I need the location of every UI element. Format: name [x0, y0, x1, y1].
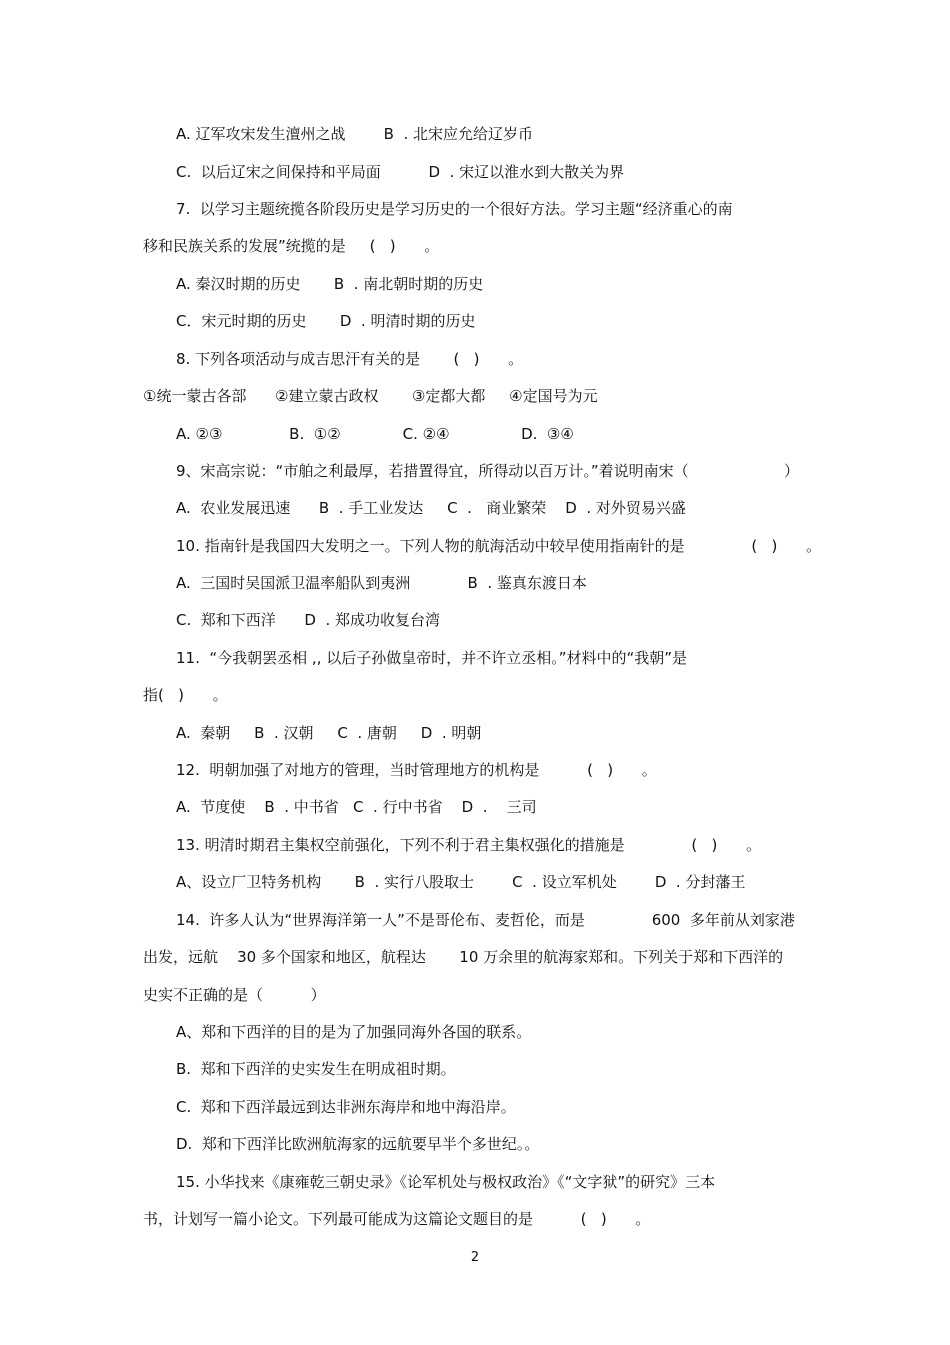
q13-options: A、设立厂卫特务机构 B . 实行八股取士 C . 设立军机处 D . 分封藩王	[176, 873, 746, 891]
q6-option-a-b: A. 辽军攻宋发生澶州之战 B . 北宋应允给辽岁币	[176, 125, 534, 143]
q8-options: A. ②③ B. ①② C. ②④ D. ③④	[176, 425, 574, 443]
q11-options: A. 秦朝 B . 汉朝 C . 唐朝 D . 明朝	[176, 724, 482, 742]
q13-stem: 13. 明清时期君主集权空前强化，下列不利于君主集权强化的措施是 ( ) 。	[176, 836, 761, 854]
q10-stem: 10. 指南针是我国四大发明之一。下列人物的航海活动中较早使用指南针的是 ( ) 。	[176, 537, 821, 555]
q12-stem: 12. 明朝加强了对地方的管理，当时管理地方的机构是 ( ) 。	[176, 761, 657, 779]
page-number: 2	[470, 1250, 480, 1265]
q7-stem: 7. 以学习主题统揽各阶段历史是学习历史的一个很好方法。学习主题“经济重心的南	[176, 200, 733, 218]
q8-items: ①统一蒙古各部 ②建立蒙古政权 ③定都大都 ④定国号为元	[143, 387, 598, 405]
q7-option-c-d: C．宋元时期的历史 D . 明清时期的历史	[176, 312, 476, 330]
q14-option-c: C. 郑和下西洋最远到达非洲东海岸和地中海沿岸。	[176, 1098, 516, 1116]
q7-option-a-b: A. 秦汉时期的历史 B . 南北朝时期的历史	[176, 275, 484, 293]
q9-options: A. 农业发展迅速 B . 手工业发达 C . 商业繁荣 D . 对外贸易兴盛	[176, 499, 686, 517]
q11-stem: 11. “今我朝罢丞相 ,, 以后子孙做皇帝时，并不许立丞相。”材料中的“我朝”是	[176, 649, 688, 667]
q14-stem: 14. 许多人认为“世界海洋第一人”不是哥伦布、麦哲伦，而是 600 多年前从刘家港	[176, 911, 795, 929]
q15-stem: 15. 小华找来《康雍乾三朝史录》《论军机处与极权政治》《“文字狱”的研究》三本	[176, 1173, 716, 1191]
q7-stem-cont: 移和民族关系的发展”统揽的是 ( ) 。	[143, 237, 440, 255]
q11-stem-cont: 指( ) 。	[143, 686, 228, 704]
q14-option-d: D. 郑和下西洋比欧洲航海家的远航要早半个多世纪。。	[176, 1135, 540, 1153]
q9-stem: 9、宋高宗说：“市舶之利最厚，若措置得宜，所得动以百万计。”着说明南宋（ ）	[176, 462, 799, 480]
q14-option-b: B. 郑和下西洋的史实发生在明成祖时期。	[176, 1060, 456, 1078]
q10-option-a-b: A. 三国时吴国派卫温率船队到夷洲 B . 鉴真东渡日本	[176, 574, 587, 592]
q15-stem-cont: 书，计划写一篇小论文。下列最可能成为这篇论文题目的是 ( ) 。	[143, 1210, 651, 1228]
q14-option-a: A、郑和下西洋的目的是为了加强同海外各国的联系。	[176, 1023, 532, 1041]
q6-option-c-d: C. 以后辽宋之间保持和平局面 D . 宋辽以淮水到大散关为界	[176, 163, 625, 181]
q8-stem: 8. 下列各项活动与成吉思汗有关的是 ( ) 。	[176, 350, 524, 368]
q12-options: A. 节度使 B . 中书省 C . 行中书省 D . 三司	[176, 798, 537, 816]
q14-stem-cont-2: 史实不正确的是（ ）	[143, 986, 326, 1004]
q10-option-c-d: C. 郑和下西洋 D . 郑成功收复台湾	[176, 611, 441, 629]
q14-stem-cont: 出发，远航 30 多个国家和地区，航程达 10 万余里的航海家郑和。下列关于郑和下西洋的	[143, 948, 784, 966]
